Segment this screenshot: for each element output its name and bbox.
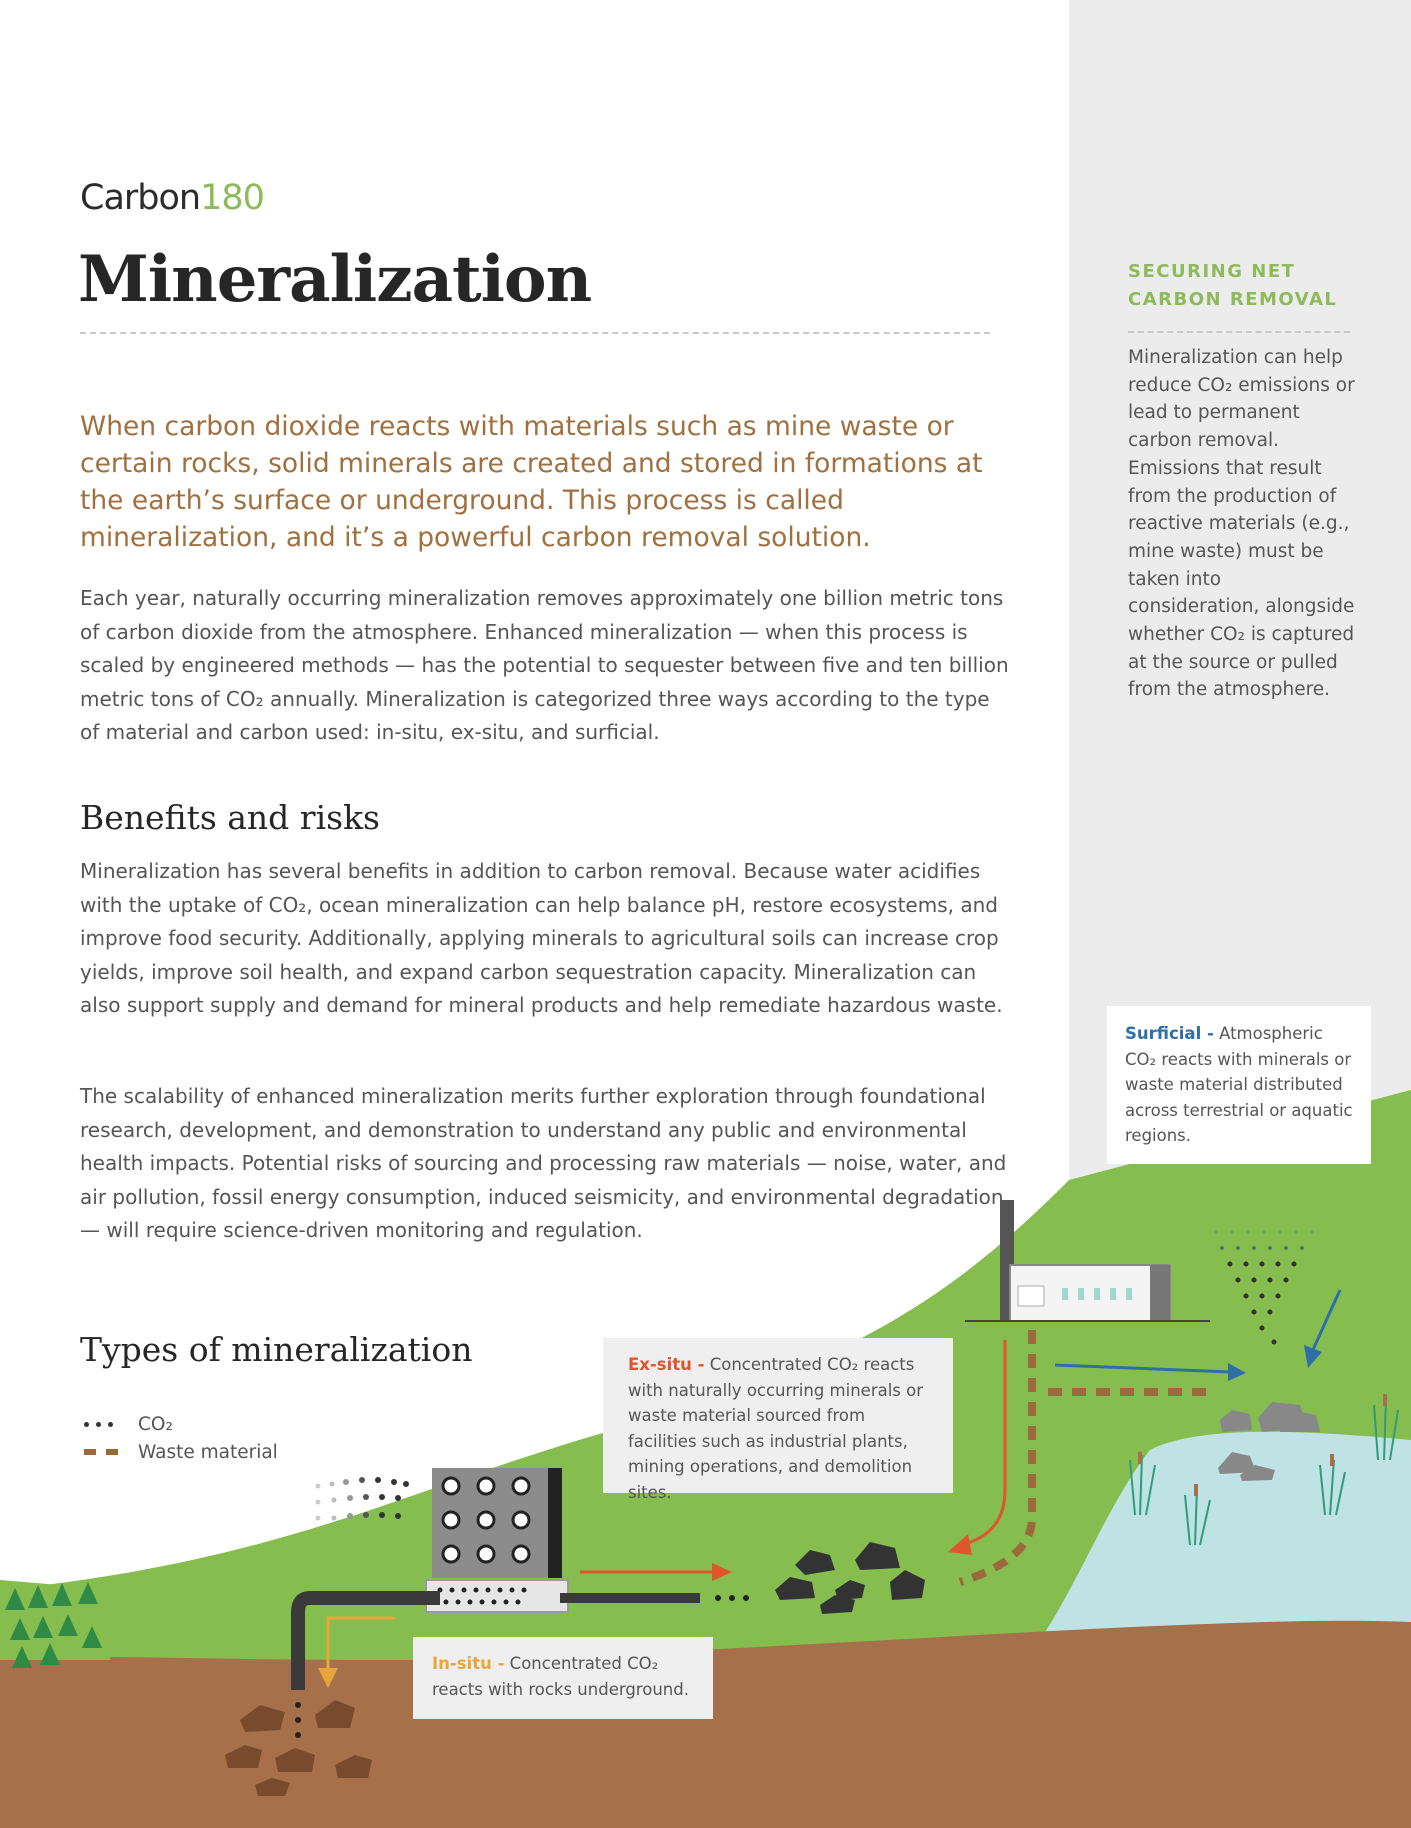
callout-text: Atmospheric CO₂ reacts with minerals or waste material distributed across terrestrial or aquatic regions. (1125, 1024, 1353, 1145)
dots-icon (84, 1422, 138, 1427)
insitu-callout (413, 1637, 713, 1719)
logo-number: 180 (200, 178, 264, 218)
benefits-heading: Benefits and risks (80, 798, 380, 837)
legend-label: Waste material (138, 1441, 278, 1463)
surface-co2-dots (715, 1595, 749, 1601)
lead-paragraph: When carbon dioxide reacts with materials such as mine waste or certain rocks, solid minerals are created and stored in formations at the earth’s surface or underground. This process is called mineralization, and it’s a powerful carbon removal solution. (80, 411, 983, 553)
types-heading: Types of mineralization (80, 1330, 473, 1369)
carbon180-logo (80, 178, 264, 218)
legend-label: CO₂ (138, 1413, 173, 1435)
callout-key: Surficial - (1125, 1024, 1214, 1043)
callout-text: Concentrated CO₂ reacts with rocks underground. (432, 1654, 689, 1699)
direct-air-capture-unit-icon (426, 1468, 568, 1612)
callout-text: Concentrated CO₂ reacts with naturally occurring minerals or waste material sourced from facilities such as industrial plants, mining operations, and demolition sites. (628, 1355, 924, 1502)
surficial-callout (1107, 1006, 1371, 1164)
logo-word: Carbon (80, 178, 201, 218)
exsitu-callout (603, 1338, 953, 1502)
sidebar-body: Mineralization can help reduce CO₂ emissions or lead to permanent carbon removal. Emissions that result from the production of reactive materials (e.g., mine waste) must be taken into consideration, alongside whether CO₂ is captured at the source or pulled from the atmosphere. (1128, 347, 1355, 701)
sidebar-divider (1128, 331, 1350, 333)
legend-item-waste (84, 1438, 278, 1466)
page-title: Mineralization (78, 242, 592, 317)
callout-key: In-situ - (432, 1654, 505, 1673)
sidebar-heading: SECURING NET CARBON REMOVAL (1128, 261, 1338, 310)
intro-paragraph: Each year, naturally occurring mineralization removes approximately one billion metric tons of carbon dioxide from the atmosphere. Enhanced mineralization — when this process is scaled by engineered methods — has the potential to sequester between five and ten billion metric tons of CO₂ annually. Mineralization is categorized three ways according to the type of material and carbon used: in-situ, ex-situ, and surficial. (80, 586, 1009, 744)
callout-key: Ex-situ - (628, 1355, 705, 1374)
title-divider (80, 332, 990, 334)
legend (84, 1410, 278, 1466)
risks-paragraph: The scalability of enhanced mineralization merits further exploration through foundational research, development, and demonstration to understand any public and environmental health impacts. Potential risks of sourcing and processing raw materials — noise, water, and air pollution, fossil energy consumption, induced seismicity, and environmental degradation — will require science-driven monitoring and regulation. (80, 1084, 1007, 1242)
dashes-icon (84, 1449, 138, 1455)
legend-item-co2 (84, 1410, 278, 1438)
benefits-paragraph: Mineralization has several benefits in addition to carbon removal. Because water acidifies with the uptake of CO₂, ocean mineralization can help balance pH, restore ecosystems, and improve food security. Additionally, applying minerals to agricultural soils can increase crop yields, improve soil health, and expand carbon sequestration capacity. Mineralization can also support supply and demand for mineral products and help remediate hazardous waste. (80, 859, 1003, 1017)
